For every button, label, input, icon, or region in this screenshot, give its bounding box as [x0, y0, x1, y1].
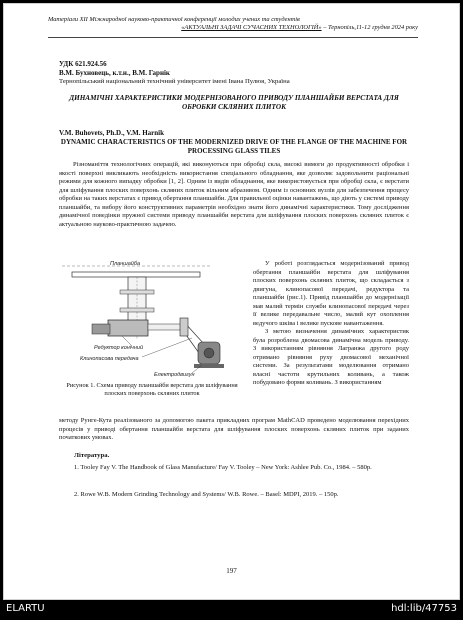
reference-1: 1. Tooley Fay V. The Handbook of Glass Manufacture/ Fay V. Tooley – New York: Ashlee Pub. Co., 1984. – 580p.	[74, 464, 372, 471]
reducer-output-shaft	[148, 324, 184, 330]
title-en: DYNAMIC CHARACTERISTICS OF THE MODERNIZED DRIVE OF THE FLANGE OF THE MACHINE FOR PROCESSING GLASS TILES	[60, 138, 408, 155]
upper-clamp	[120, 290, 154, 294]
motor-base	[194, 364, 224, 368]
col2-paragraph-1: У роботі розглядається модернізований привод обертання планшайби верстата для шліфування плоских поверхонь скляних плиток, що складається з двигуна, клинопасової передачі, редуктора та планшайби (рис.1). Привід планшайби до модернізації мав малий термін служби клинопасової передачі через її велике передавальне число, малий кут охоплення ведучого шківа і велике пускове навантаження.	[253, 260, 409, 327]
motor-label: Електродвигун	[154, 372, 195, 378]
reducer-label: Редуктор конічний	[94, 345, 144, 351]
header-line-1: Матеріали ХІІ Міжнародної науково-практичної конференції молодих учених та студентів	[48, 16, 300, 23]
reference-2: 2. Rowe W.B. Modern Grinding Technology and Systems/ W.B. Rowe. – Basel: MDPI, 2019. – 150p.	[74, 491, 339, 498]
paper-page	[3, 3, 460, 600]
references-heading: Література.	[74, 452, 110, 459]
intro-paragraph: Різноманіття технологічних операцій, які виконуються при обробці скла, високі вимоги до продуктивності обробки і якості поверхні викликають необхідність використання спеціального обладнання, яке дозволяє задовольнити раціональні режими для кожного випадку обробки [1, 2]. Одним із видів обладнання, яке використовується при обробці скла, є верстати для шліфування плоских поверхонь скляних плиток вільним абразивом. Одним із основних вузлів для забезпечення процесу обробки на таких верстатах є привод обертання планшайби. Для правильної оцінки навантажень, що діють у системі приводу планшайби, та вибору його конструктивних параметрів необхідно знати його динамічні характеристики. Тому дослідження динамічної поведінки пружної системи приводу планшайби верстата для шліфування плоских поверхонь скляних плиток є актуальною науково-практичною задачею.	[59, 161, 409, 228]
udc-code: УДК 621.924.56	[59, 60, 107, 68]
header-line-2	[48, 24, 418, 32]
title-ua: ДИНАМІЧНІ ХАРАКТЕРИСТИКИ МОДЕРНІЗОВАНОГО ПРИВОДУ ПЛАНШАЙБИ ВЕРСТАТА ДЛЯ ОБРОБКИ СКЛЯНИХ ПЛИТОК	[69, 94, 399, 111]
authors-ua: В.М. Бухновець, к.т.н., В.М. Гарнік	[59, 69, 170, 77]
belt-drive-label: Клинопасова передача	[80, 356, 139, 362]
authors-en: V.M. Buhovets, Ph.D., V.M. Harnik	[59, 129, 165, 137]
figure-caption: Рисунок 1. Схема приводу планшайби верстата для шліфування плоских поверхонь скляних плиток	[66, 382, 238, 397]
reducer-mount	[92, 324, 110, 334]
conference-place-date: – Тернопіль,11-12 грудня 2024 року	[321, 24, 418, 31]
page-number: 197	[226, 567, 237, 575]
driven-pulley	[180, 318, 188, 336]
conference-name: «АКТУАЛЬНІ ЗАДАЧІ СУЧАСНИХ ТЕХНОЛОГІЙ»	[181, 24, 322, 31]
drive-schematic-figure	[62, 260, 240, 378]
motor-pulley	[204, 348, 214, 358]
conference-header	[48, 16, 418, 32]
continuation-paragraph: методу Рунге-Кута реалізованого за допомогою пакета прикладних програм MathCAD проведено моделювання перехідних процесів у приводі обертання планшайби верстата для шліфування плоских поверхонь скляних плиток при заданих початкових умовах.	[59, 417, 409, 441]
lower-clamp	[120, 308, 154, 312]
flange-plate	[72, 272, 200, 277]
header-rule	[48, 37, 418, 38]
right-column-text	[253, 260, 409, 388]
flange-label: Планшайба	[110, 261, 141, 267]
affiliation: Тернопільський національний технічний університет імені Івана Пулюя, Україна	[59, 78, 290, 85]
repository-name: ELARTU	[6, 603, 45, 614]
handle-id[interactable]: hdl:lib/47753	[391, 603, 457, 614]
bevel-reducer-body	[108, 320, 148, 336]
col2-paragraph-2: З метою визначення динамічних характеристик була розроблена двомасова динамічна модель приводу. З використанням рівняння Лагранжа другого роду отримано рівняння руху двомасової механічної системи. За результатами моделювання отримано власні частоти крутильних коливань, а також побудовано форми коливань. З використанням	[253, 328, 409, 386]
belt-leader	[142, 338, 192, 357]
